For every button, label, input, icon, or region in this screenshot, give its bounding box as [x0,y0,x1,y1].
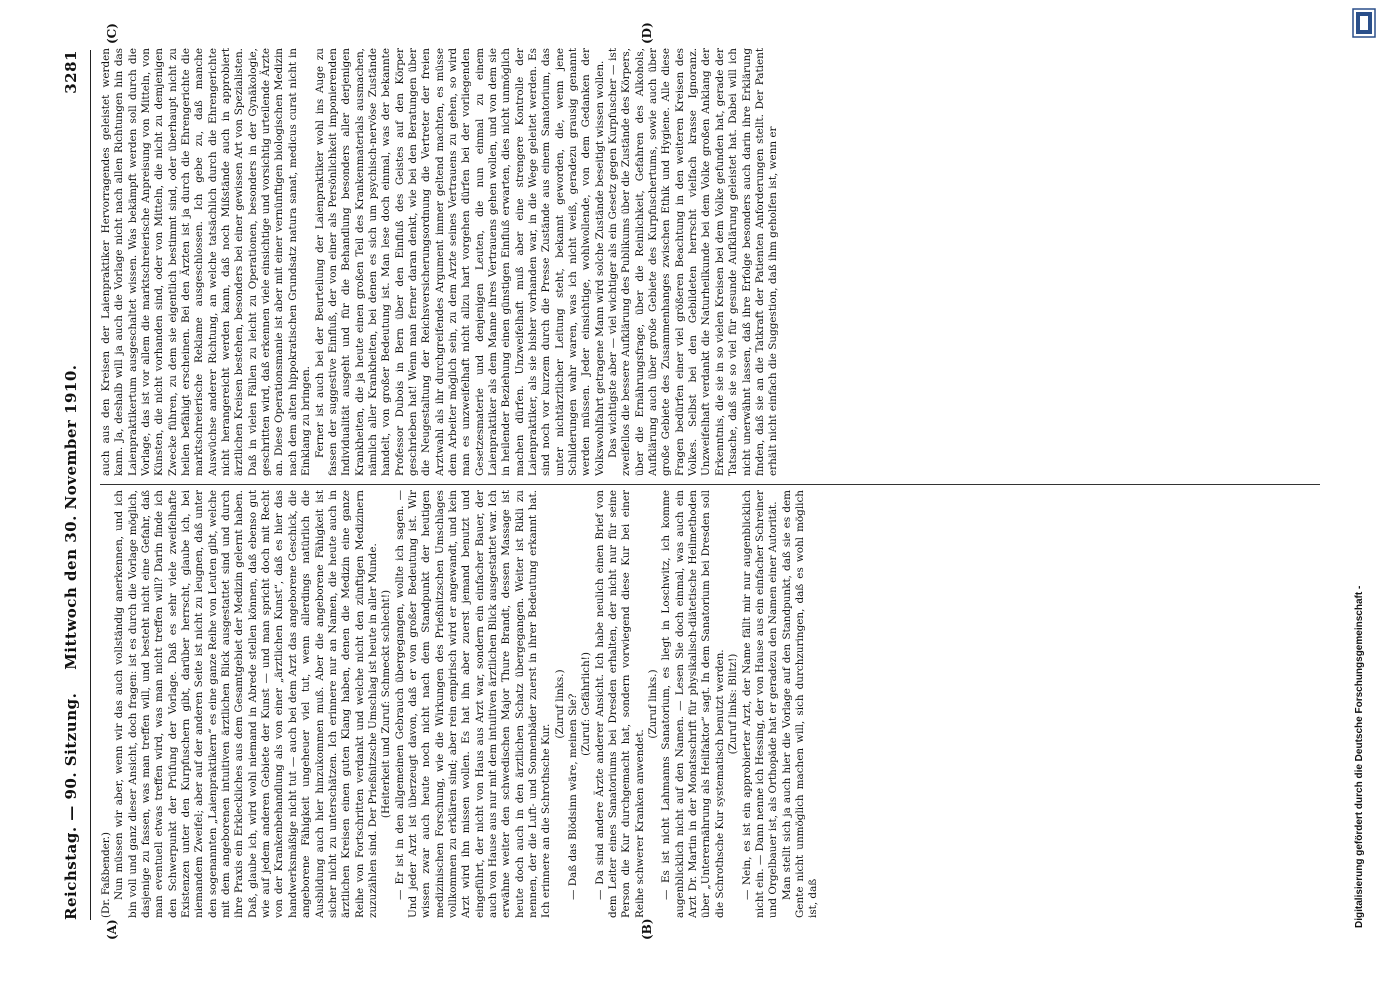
page-number: 3281 [62,50,80,94]
paragraph: — Da sind andere Ärzte anderer Ansicht. Ich habe neulich einen Brief von dem Leiter eines Sanatoriums bei Dresden erhalten, der nicht nur für seine Person die Kur durchgemacht hat, sondern vorwiegend diese Kur bei einer Reihe schwerer Kranken anwendet. [593,490,646,918]
interjection: (Heiterkeit und Zuruf: Schmeckt schlecht!) [380,589,393,819]
header-rule [90,50,91,920]
digitization-note: Digitalisierung gefördert durch die Deutsche Forschungsgemeinschaft - [1354,585,1365,928]
header-title [62,365,80,921]
page-header [62,50,88,920]
left-column [100,490,1300,918]
paragraph: Man stellt sich ja auch hier die Vorlage auf den Standpunkt, daß sie es dem Gente nicht unmöglich machen will, sich durchzuringen, daß es wohl möglich ist, daß [780,490,820,918]
header-date: Mittwoch den 30. November 1910. [62,364,80,670]
paragraph: — Daß das Blödsinn wäre, meinen Sie? [567,693,580,900]
paragraph: — Nein, es ist ein approbierter Arzt, der Name fällt mir nur augenblicklich nicht ein. — Dann nenne ich Hessing, der von Hause aus ein einfacher Schreiner und Orgelbauer ist, als Orthopäde hat er geradezu den Namen einer Autorität. [740,490,780,918]
paragraph: — Es ist nicht Lahmanns Sanatorium, es liegt in Loschwitz, ich komme augenblicklich nicht auf den Namen. — Lesen Sie doch einmal, was auch ein Arzt Dr. Martin in der Monatsschrift für physikalisch-diätetische Heilmethoden über „Unterernährung als Heilfaktor“ sagt. In dem Sanatorium bei Dresden soll die Schrothsche Kur systematisch benutzt werden. [660,490,726,918]
paragraph: Nun müssen wir aber, wenn wir das auch vollständig anerkennen, und ich bin voll und ganz dieser Ansicht, doch fragen: ist es durch die Vorlage möglich, dasjenige zu fassen, was man treffen will, und besteht nicht eine Gefahr, daß man eventuell etwas treffen wird, was man nicht treffen will? Darin finde ich den Schwerpunkt der Prüfung der Vorlage. Daß es sehr viele zweifelhafte Existenzen unter den Kurpfuschern gibt, darüber herrscht, glaube ich, bei niemandem Zweifel; aber auf der anderen Seite ist nicht zu leugnen, daß unter den sogenannten „Laienpraktikern“ es eine ganze Reihe von Leuten gibt, welche mit dem angeborenen intuitiven ärztlichen Blick ausgestattet sind und durch ihre Praxis ein Erkleckliches aus dem Gesamtgebiet der Medizin gelernt haben. Daß, glaube ich, wird wohl niemand in Abrede stellen können, daß ebenso gut wie auf jedem anderen Gebiete der Kunst — und man spricht doch mit Recht von der Krankenbehandlung als von einer „ärztlichen Kunst“, daß es hier das handwerksmäßige nicht tut — auch bei dem Arzt das angeborene Geschick, die angeborene Fähigkeit ungeheuer viel tut, wenn allerdings natürlich die Ausbildung auch hier hinzukommen muß. Aber die angeborene Fähigkeit ist sicher nicht zu unterschätzen. Ich erinnere nur an Namen, die heute auch in ärztlichen Kreisen einen guten Klang haben, denen die Medizin eine ganze Reihe von Fortschritten verdankt und welche nicht den zünftigen Medizinern zuzuzählen sind. Der Prießnitzsche Umschlag ist heute in aller Munde. [113,490,379,918]
digitization-stamp [1350,8,1380,992]
interjection: (Zuruf links.) [647,669,660,739]
interjection: (Zuruf links: Blitz!) [727,653,740,755]
paragraph: auch aus den Kreisen der Laienpraktiker Hervorragendes geleistet werden kann. Ja, deshalb will ja auch die Vorlage nicht nach allen Richtungen hin das Laienpraktikertum ausgeschaltet wissen. Was bekämpft werden soll durch die Vorlage, das ist vor allem die marktschreierische Anpreisung von Mitteln, von Künsten, die nicht vorhanden sind, oder von Mitteln, die nicht zu demjenigen Zwecke führen, zu dem sie eigentlich bestimmt sind, oder überhaupt nicht zu heilen befähigt erscheinen. Bei den Ärzten ist ja durch die Ehrengerichte die marktschreierische Reklame ausgeschlossen. Ich gebe zu, daß manche Auswüchse anderer Richtung, an welche tatsächlich durch die Ehrengerichte nicht herangereicht werden kann, daß noch Mißstände auch in approbiert ärztlichen Kreisen bestehen, besonders bei einer gewissen Art von Spezialisten. Daß in vielen Fällen zu leicht zu Operationen, besonders in der Gynäkologie, geschritten wird, daß erkennen viele einsichtige und vorsichtig urteilende Ärzte an. Diese Operationsmanie ist aber mit einer vernünftigen biologischen Medizin nach dem alten hippokratischen Grundsatz natura sanat, medicus curat nicht in Einklang zu bringen. [100,48,313,476]
margin-marker-d: (D) [640,22,654,44]
margin-marker-c: (C) [105,23,119,44]
interjection: (Zuruf: Gefährlich!) [580,652,593,756]
dfg-logo-icon [1352,8,1376,38]
column-divider [100,484,1320,485]
margin-marker-b: (B) [640,918,654,940]
paragraph: Ferner ist auch bei der Beurteilung der Laienpraktiker wohl ins Auge zu fassen der suggestive Einfluß, der von einer als Persönlichkeit imponierenden Individualität ausgeht und für die Behandlung besonders aller derjenigen Krankheiten, die ja heute einen großen Teil des Krankenmaterials ausmachen, nämlich aller Krankheiten, bei denen es sich um psychisch-nervöse Zustände handelt, von großer Bedeutung ist. Man lese doch einmal, was der bekannte Professor Dubois in Bern über den Einfluß des Geistes auf den Körper geschrieben hat! Wenn man ferner daran denkt, wie bei den Beratungen über die Neugestaltung der Reichsversicherungsordnung die Vertreter der freien Arztwahl als ihr durchgreifendes Argument immer geltend machten, es müsse dem Arbeiter möglich sein, zu dem Arzte seines Vertrauens zu gehen, so wird man es unzweifelhaft nicht allzu hart vorgehen dürfen bei der vorliegenden Gesetzesmaterie und denjenigen Leuten, die nun einmal zu einem Laienpraktiker als dem Manne ihres Vertrauens gehen wollen, und von dem sie in heilender Beziehung einen günstigen Einfluß erwarten, dies nicht unmöglich machen dürfen. Unzweifelhaft muß aber eine strengere Kontrolle der Laienpraktiker, als sie bisher vorhanden war, in die Wege geleitet werden. Es sind noch vor kurzem durch die Presse Zustände aus einem Sanatorium, das unter nichtärztlicher Leitung steht, bekannt geworden, die, wenn jene Schilderungen wahr waren, was ich nicht weiß, geradezu grausig genannt werden müssen. Jeder einsichtige, wohlwollende, von dem Gedanken der Volkswohlfahrt getragene Mann wird solche Zustände beseitigt wissen wollen. [313,48,606,476]
margin-marker-a: (A) [105,919,119,940]
paragraph: Das wichtigste aber — viel wichtiger als ein Gesetz gegen Kurpfuscher — ist zweifellos die bessere Aufklärung des Publikums über die Zustände des Körpers, über die Ernährungsfrage, über die Reinlichkeit, Gefahren des Alkohols, Aufklärung auch über große Gebiete des Kurpfuschertums, sowie auch über große Gebiete des Zusammenhanges zwischen Ethik und Hygiene. Alle diese Fragen bedürfen einer viel größeren Beachtung in den weiteren Kreisen des Volkes. Selbst bei den Gebildeten herrscht vielfach krasse Ignoranz. Unzweifelhaft verdankt die Naturheilkunde bei dem Volke großen Anklang der Erkenntnis, die sie in so vielen Kreisen bei dem Volke gefunden hat, gerade der Tatsache, daß sie so viel für gesunde Aufklärung geleistet hat. Dabei will ich nicht unerwähnt lassen, daß ihre Erfolge besonders auch darin ihre Erklärung finden, daß sie an die Tatkraft der Patienten Anforderungen stellt. Der Patient erhält nicht einfach die Suggestion, daß ihm geholfen ist, wenn er [607,48,780,476]
header-session: Reichstag. — 90. Sitzung. [62,692,80,920]
interjection: (Zuruf links.) [553,669,566,739]
speaker-label: (Dr. Faßbender.) [100,832,112,918]
paragraph: — Er ist in den allgemeinen Gebrauch übergegangen, wollte ich sagen. — Und jeder Arzt ist überzeugt davon, daß er von großer Bedeutung ist. Wir wissen zwar auch heute noch nicht nach dem Standpunkt der heutigen medizinischen Forschung, wie die Wirkungen des Prießnitzschen Umschlages vollkommen zu erklären sind; aber rein empirisch wird er angewandt, und kein Arzt wird ihn missen wollen. Es hat ihn aber zuerst jemand benutzt und eingeführt, der nicht von Haus aus Arzt war, sondern ein einfacher Bauer, der auch von Hause aus nur mit dem intuitiven ärztlichen Blick ausgestattet war. Ich erwähne weiter den schwedischen Major Thure Brandt, dessen Massage ist heute doch auch in den ärztlichen Schatz übergegangen. Weiter ist Rikli zu nennen, der die Luft- und Sonnenbäder zuerst in ihrer Bedeutung erkannt hat. Ich erinnere an die Schrothsche Kur. [393,490,553,918]
right-column [100,48,1330,476]
